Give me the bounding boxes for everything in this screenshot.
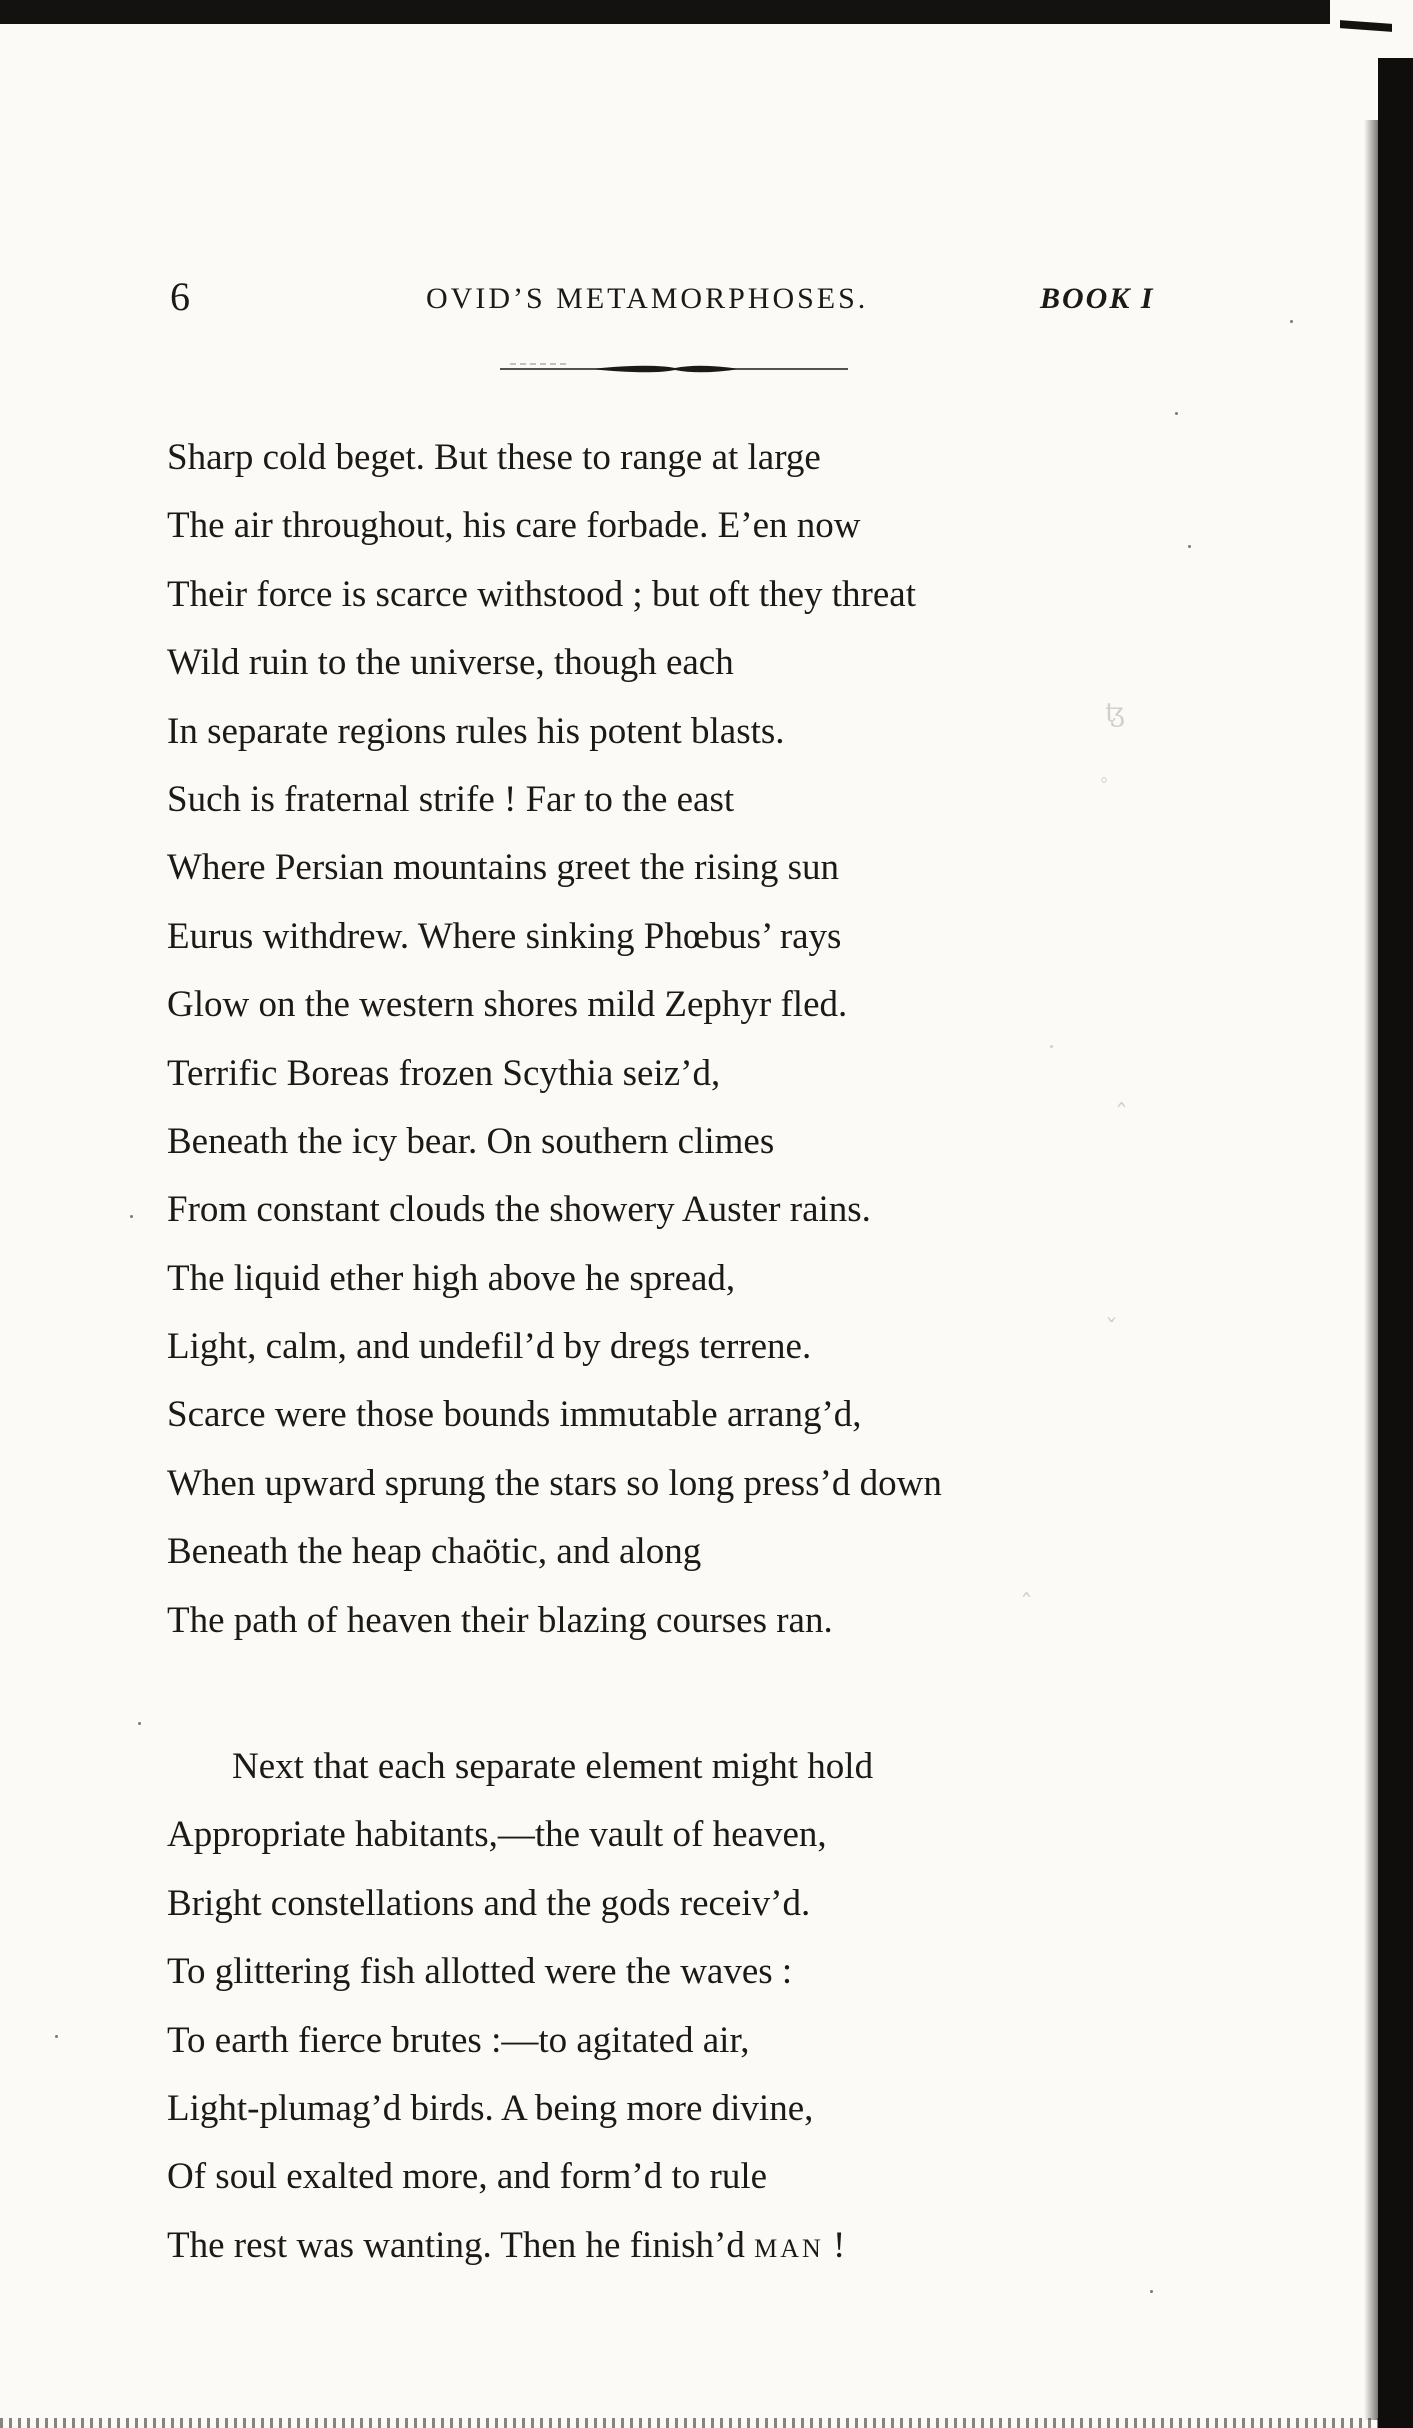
- show-through-mark: ˙: [1045, 1042, 1058, 1072]
- verse-line: From constant clouds the showery Auster rains.: [167, 1189, 871, 1231]
- running-head: [170, 272, 1180, 322]
- verse-line: To earth fierce brutes :—to agitated air,: [167, 2019, 750, 2061]
- spine-shadow: [1364, 120, 1378, 2420]
- verse-line: Terrific Boreas frozen Scythia seiz’d,: [167, 1052, 721, 1094]
- verse-line-final: [167, 2212, 1167, 2280]
- final-line-text: The rest was wanting. Then he finish’d: [167, 2224, 755, 2266]
- paper-speck: [1188, 545, 1191, 548]
- verse-line: Light-plumag’d birds. A being more divine,: [167, 2087, 814, 2129]
- verse-line: Beneath the heap chaötic, and along: [167, 1531, 702, 1573]
- ornamental-rule: [500, 362, 848, 376]
- paper-speck: [130, 1215, 133, 1218]
- verse-line: Their force is scarce withstood ; but oft they threat: [167, 573, 916, 615]
- show-through-mark: ﾟ: [1100, 776, 1114, 806]
- book-number: BOOK I: [1040, 282, 1155, 315]
- verse-line: Beneath the icy bear. On southern climes: [167, 1120, 775, 1162]
- verse-line: To glittering fish allotted were the waves :: [167, 1951, 793, 1993]
- show-through-mark: ˇ: [1105, 1315, 1118, 1345]
- show-through-mark: ˆ: [1020, 1590, 1033, 1620]
- poem-text: [167, 424, 1167, 2280]
- verse-line: Wild ruin to the universe, though each: [167, 642, 734, 684]
- verse-line: Such is fraternal strife ! Far to the east: [167, 778, 735, 820]
- man-small-caps: MAN: [754, 2233, 824, 2263]
- verse-line: Appropriate habitants,—the vault of heaven,: [167, 1814, 827, 1856]
- verse-line: The path of heaven their blazing courses ran.: [167, 1599, 833, 1641]
- paper-speck: [1150, 2290, 1153, 2293]
- top-page-edge: [0, 0, 1330, 24]
- bottom-page-edge: [0, 2418, 1378, 2428]
- verse-line: Scarce were those bounds immutable arrang’d,: [167, 1394, 862, 1436]
- verse-line: Eurus withdrew. Where sinking Phœbus’ rays: [167, 915, 842, 957]
- verse-line: Glow on the western shores mild Zephyr fled.: [167, 984, 848, 1026]
- paper-speck: [1290, 320, 1293, 323]
- paper-speck: [138, 1722, 141, 1725]
- verse-line: Light, calm, and undefil’d by dregs terrene.: [167, 1326, 812, 1368]
- page-number: 6: [170, 274, 190, 319]
- running-title: OVID’S METAMORPHOSES.: [426, 282, 869, 315]
- right-page-edge: [1378, 58, 1413, 2428]
- verse-line: The liquid ether high above he spread,: [167, 1257, 736, 1299]
- show-through-mark: ꜩ: [1105, 698, 1125, 728]
- verse-line: When upward sprung the stars so long press’d down: [167, 1462, 942, 1504]
- final-exclamation: !: [823, 2224, 846, 2266]
- verse-line: Where Persian mountains greet the rising sun: [167, 847, 839, 889]
- verse-line: Sharp cold beget. But these to range at large: [167, 437, 821, 478]
- verse-line: Bright constellations and the gods receiv’d.: [167, 1882, 811, 1924]
- stanza-1: [167, 424, 1167, 1655]
- stanza-2: [167, 1733, 1167, 2280]
- stanza-break: [167, 1655, 1167, 1733]
- verse-line: In separate regions rules his potent blasts.: [167, 710, 785, 752]
- paper-speck: [55, 2035, 58, 2038]
- verse-line: Of soul exalted more, and form’d to rule: [167, 2156, 768, 2198]
- verse-line-indented: Next that each separate element might hold: [232, 1746, 874, 1788]
- verse-line: The air throughout, his care forbade. E’en now: [167, 505, 861, 547]
- show-through-mark: ˆ: [1115, 1100, 1128, 1130]
- paper-speck: [1175, 412, 1178, 415]
- top-corner-mark: [1340, 20, 1392, 32]
